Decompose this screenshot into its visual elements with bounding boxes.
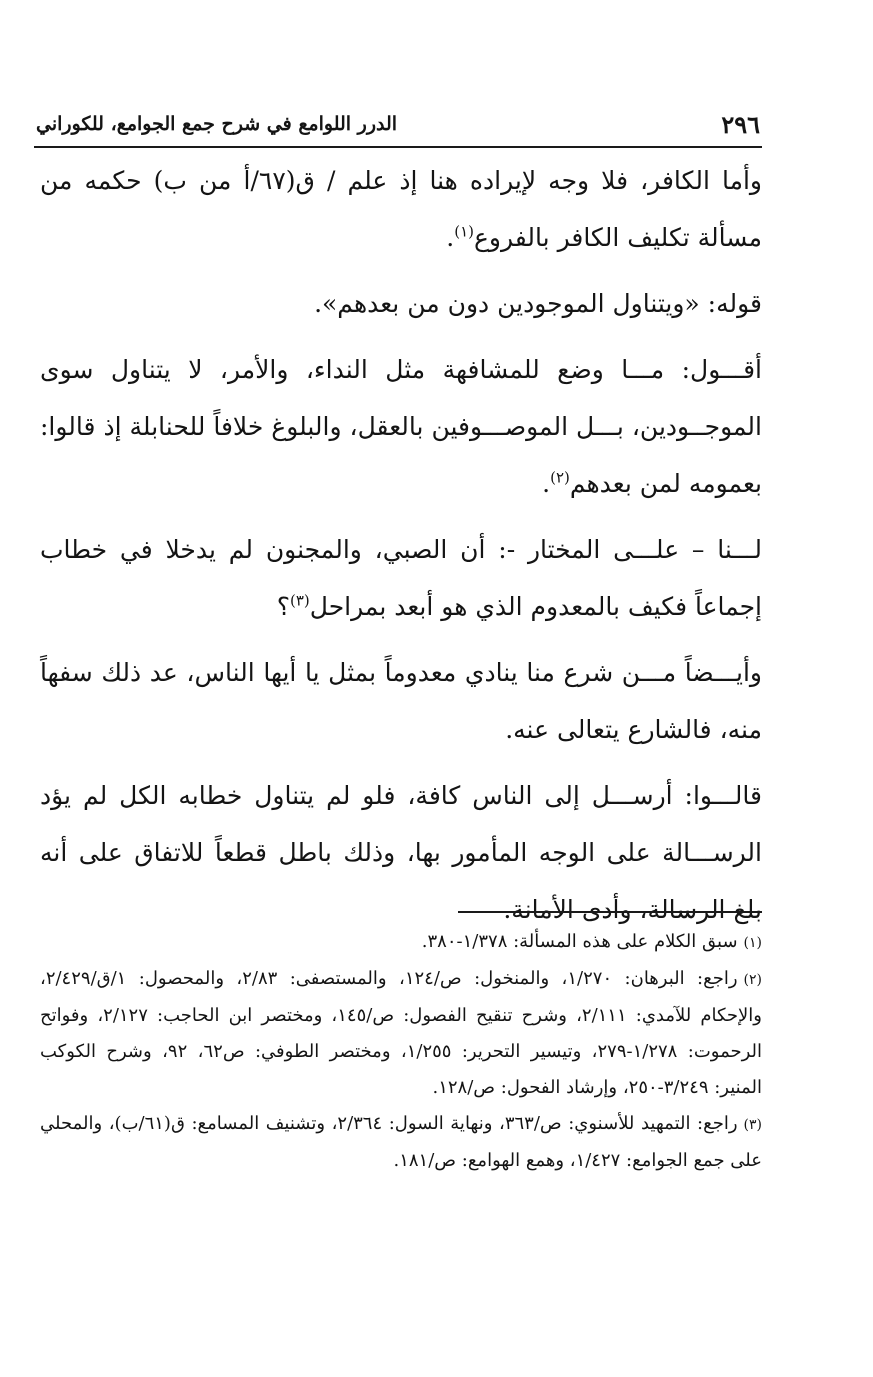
- page-header: [36, 106, 760, 142]
- footnotes: [40, 924, 762, 1179]
- footnote-mark: (٢): [743, 972, 762, 988]
- paragraph: قوله: «ويتناول الموجودين دون من بعدهم».: [314, 289, 762, 318]
- paragraph: وأيـــضاً مـــن شرع منا ينادي معدوماً بمثل يا أيها الناس، عد ذلك سفهاً منه، فالشارع يتعالى عنه.: [40, 658, 762, 744]
- footnote: (٣)راجع: التمهيد للأسنوي: ص/٣٦٣، ونهاية السول: ٢/٣٦٤، وتشنيف المسامع: ق(٦١/ب)، والمحلي على جمع الجوامع: ١/٤٢٧، وهمع الهوامع: ص/١٨١.: [40, 1113, 762, 1171]
- running-title: الدرر اللوامع في شرح جمع الجوامع، للكوراني: [36, 113, 398, 135]
- footnote-mark: (١): [743, 935, 762, 951]
- footnote: (٢)راجع: البرهان: ١/٢٧٠، والمنخول: ص/١٢٤، والمستصفى: ٢/٨٣، والمحصول: ١/ق/٢/٤٢٩، والإحكام للآمدي: ٢/١١١، وشرح تنقيح الفصول: ص/١٤٥، ومختصر ابن الحاجب: ٢/١٢٧، وفواتح الرحموت: ١/٢٧٨-٢٧٩، وتيسير التحرير: ١/٢٥٥، ومختصر الطوفي: ص٦٢، ٩٢، وشرح الكوكب المنير: ٣/٢٤٩-٢٥٠، وإرشاد الفحول: ص/١٢٨.: [40, 968, 763, 1098]
- footnote-mark: (٣): [743, 1117, 762, 1133]
- paragraph: وأما الكافر، فلا وجه لإيراده هنا إذ علم / ق(٦٧/أ من ب) حكمه من مسألة تكليف الكافر بالفروع$^{(١)}$.: [40, 166, 762, 252]
- footnote-ref: (٣): [289, 591, 310, 610]
- paragraph: أقـــول: مـــا وضع للمشافهة مثل النداء، والأمر، لا يتناول سوى الموجــودين، بـــل الموصـــوفين بالعقل، والبلوغ خلافاً للحنابلة إذ قالوا: بعمومه لمن بعدهم$^{(٢)}$.: [40, 355, 762, 498]
- header-rule: [34, 146, 762, 148]
- footnote-ref: (٢): [550, 468, 570, 487]
- footnote-ref: (١): [454, 222, 474, 241]
- main-text: [40, 152, 762, 938]
- footnote: (١)سبق الكلام على هذه المسألة: ١/٣٧٨-٣٨٠.: [421, 931, 762, 952]
- paragraph: لـــنا – علـــى المختار -: أن الصبي، والمجنون لم يدخلا في خطاب إجماعاً فكيف بالمعدوم الذي هو أبعد بمراحل$^{(٣)}$؟: [40, 535, 762, 621]
- page-number: ٢٩٦: [721, 109, 760, 139]
- paragraph: قالـــوا: أرســـل إلى الناس كافة، فلو لم يتناول خطابه الكل لم يؤد الرســـالة على الوجه المأمور بها، وذلك باطل قطعاً للاتفاق على أنه بلغ الرسالة، وأدى الأمانة.: [40, 781, 762, 924]
- footnote-separator: [458, 911, 762, 913]
